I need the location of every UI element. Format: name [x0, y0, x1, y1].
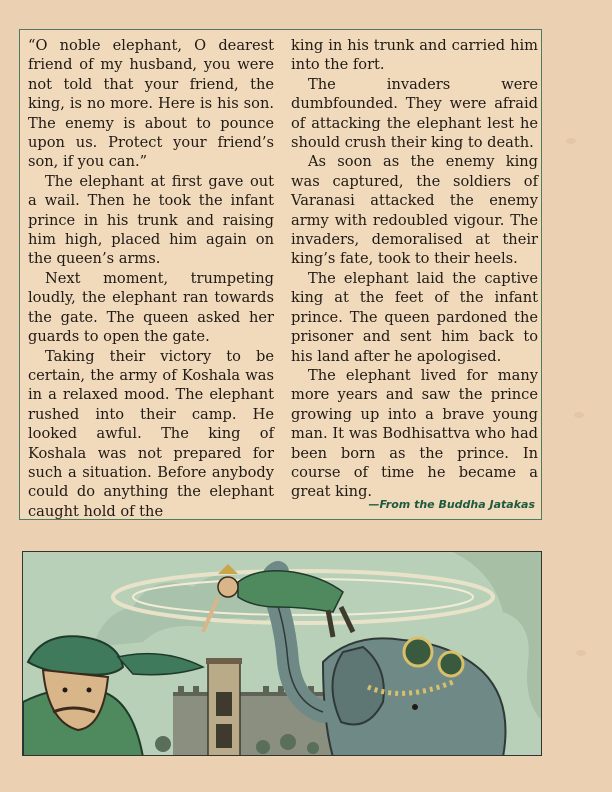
story-illustration — [22, 551, 542, 756]
paragraph: As soon as the enemy king was captured, the soldiers of Varanasi attacked the enemy army with redoubled vigour. The invaders, demoralised at their king’s fate, took to their heels. — [291, 153, 538, 268]
head-ornament — [404, 638, 432, 666]
paragraph: Next moment, trumpeting loudly, the elephant ran towards the gate. The queen asked her guards to open the gate. — [28, 269, 274, 346]
right-column — [291, 36, 538, 502]
source-credit: —From the Buddha Jatakas — [368, 498, 535, 511]
paper-speck — [576, 650, 586, 656]
left-column — [28, 36, 274, 521]
text-panel — [19, 29, 542, 520]
paragraph: king in his trunk and carried him into the fort. — [291, 37, 538, 74]
paragraph: “O noble elephant, O dearest friend of my husband, you were not told that your friend, the king, is no more. Here is his son. The enemy is about to pounce upon us. Protect your friend’s son, if you can.” — [28, 37, 274, 171]
paragraph: The elephant at first gave out a wail. Then he took the infant prince in his trunk and raising him high, placed him again on the queen’s arms. — [28, 172, 274, 268]
paragraph: Taking their victory to be certain, the army of Koshala was in a relaxed mood. The elephant rushed into their camp. He looked awful. The king of Koshala was not prepared for such a situation. Before anybody could do anything the elephant caught hold of the — [28, 347, 274, 520]
paper-speck — [574, 412, 584, 418]
paper-speck — [566, 138, 576, 144]
paragraph: The invaders were dumbfounded. They were afraid of attacking the elephant lest he should crush their king to death. — [291, 75, 538, 152]
paragraph: The elephant laid the captive king at the feet of the infant prince. The queen pardoned the prisoner and sent him back to his land after he apologised. — [291, 269, 538, 365]
paragraph: The elephant lived for many more years and saw the prince growing up into a brave young man. It was Bodhisattva who had been born as the prince. In course of time he became a great king. — [291, 366, 538, 501]
